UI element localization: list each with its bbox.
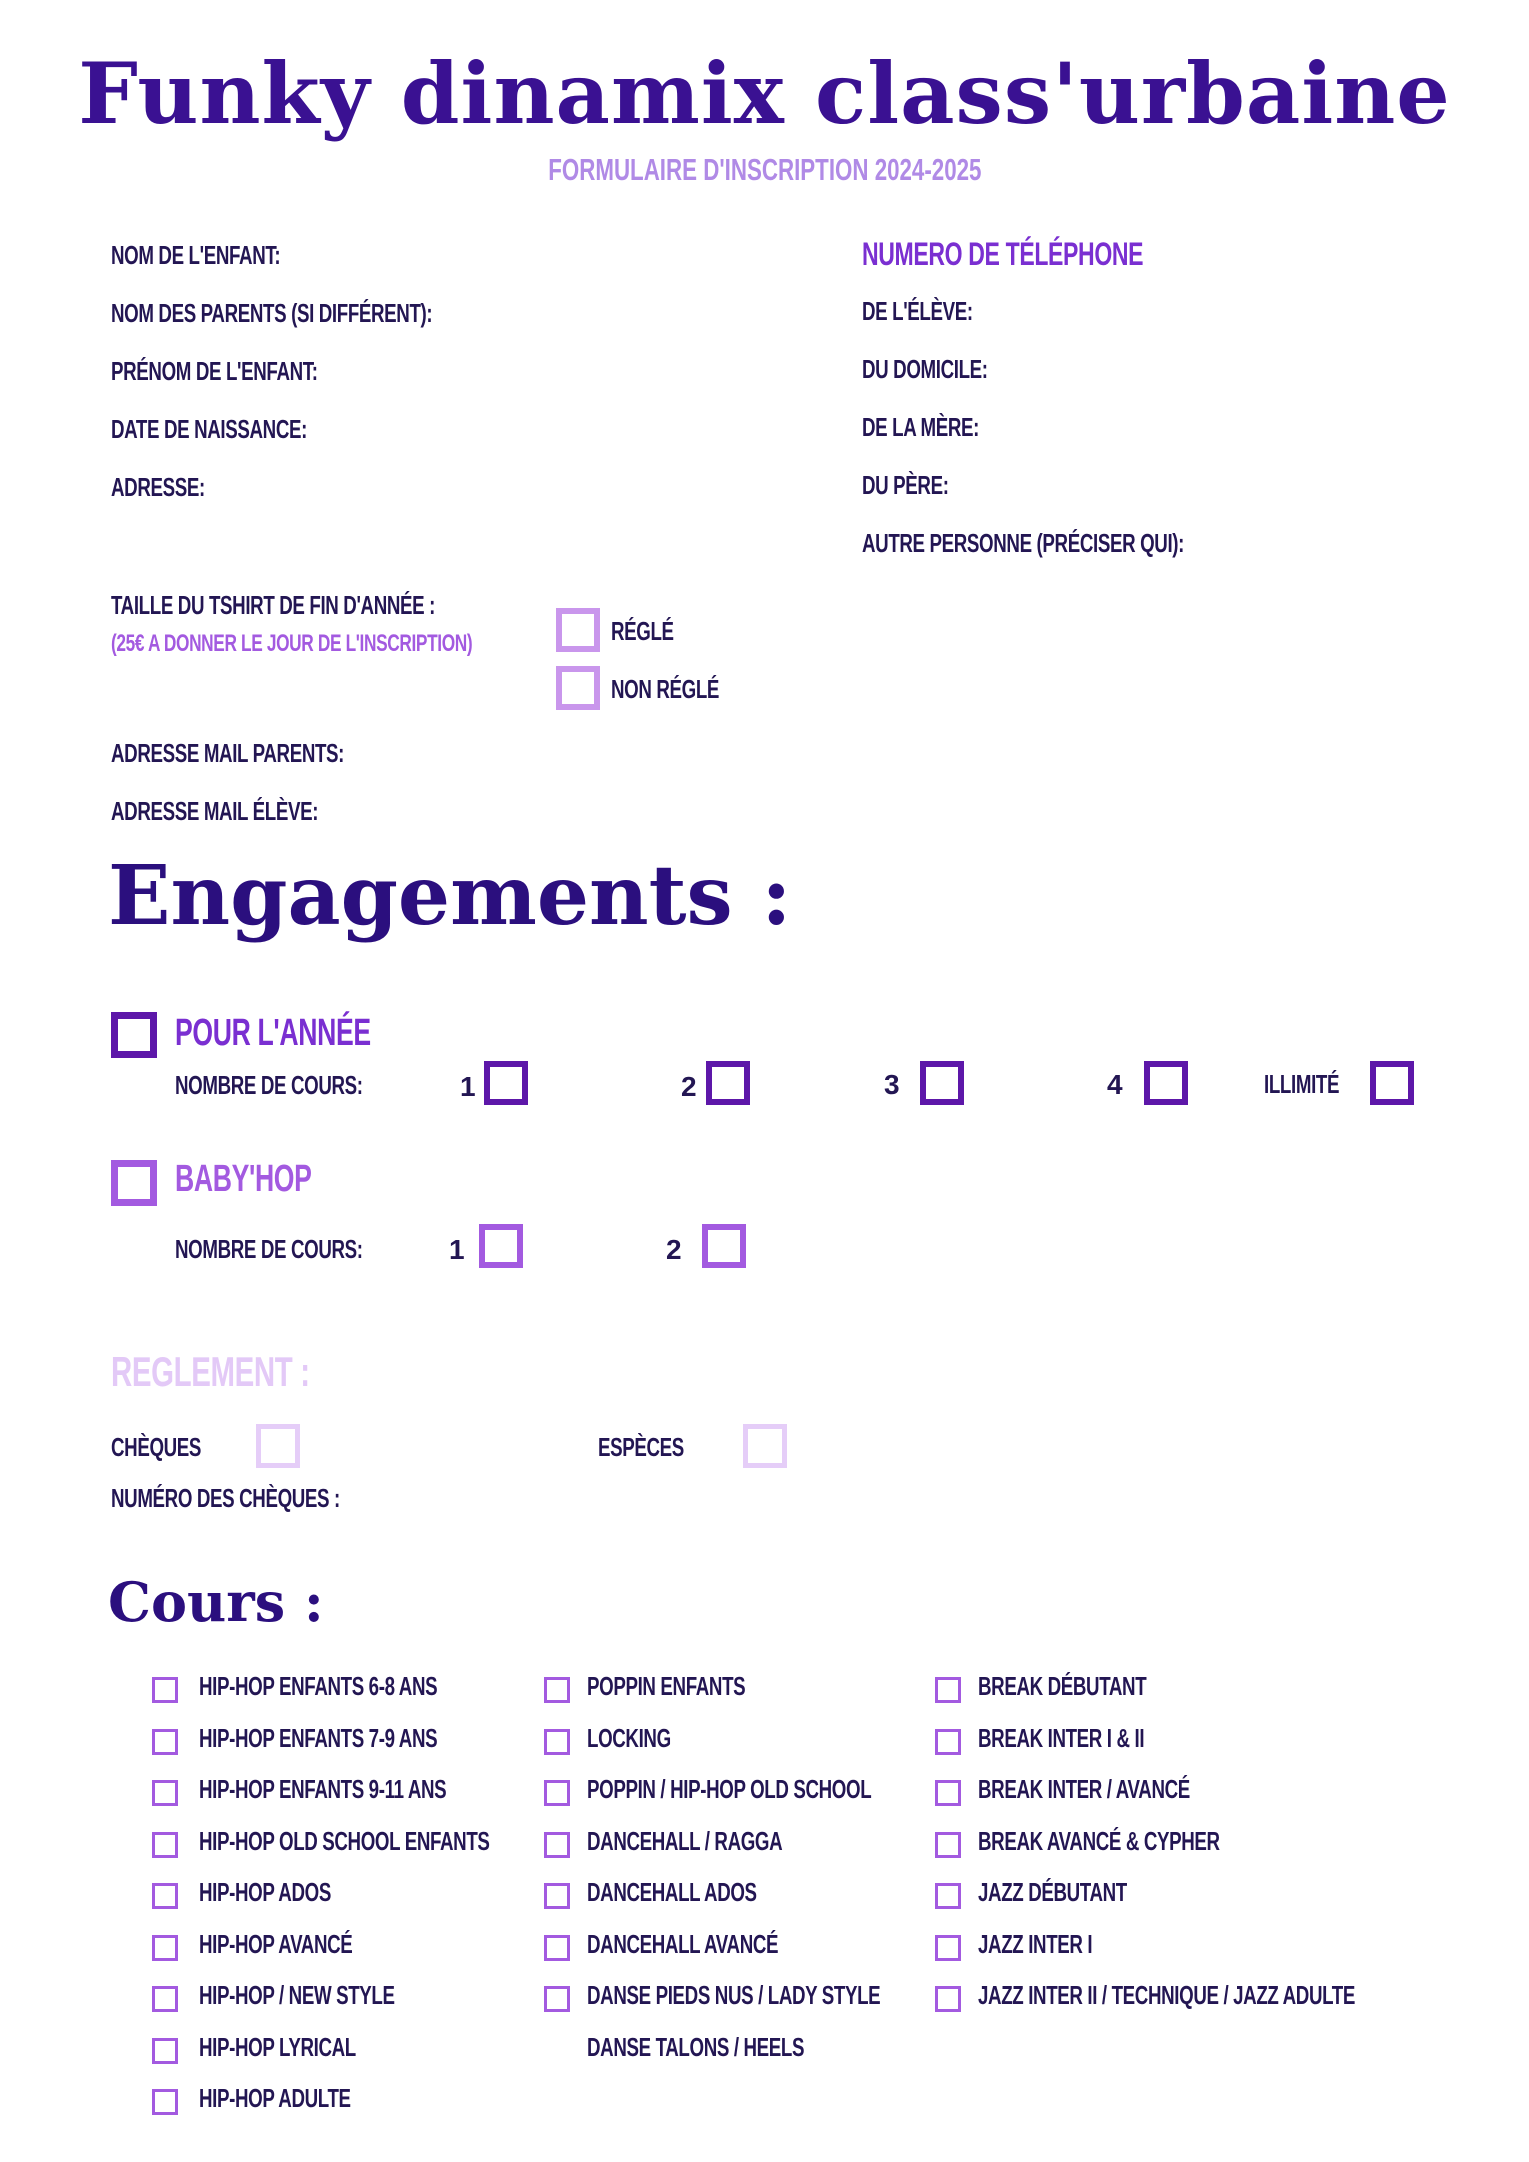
course-checkbox[interactable] [935,1935,961,1961]
phone-student-label: DE L'ÉLÈVE: [862,296,973,326]
phone-mother-label: DE LA MÈRE: [862,412,980,442]
course-checkbox[interactable] [152,1986,178,2012]
year-option-unlimited-checkbox[interactable] [1370,1061,1414,1105]
course-label: POPPIN ENFANTS [587,1671,746,1701]
unpaid-checkbox[interactable] [556,666,600,710]
course-label: BREAK INTER / AVANCÉ [978,1774,1190,1804]
course-checkbox[interactable] [152,1935,178,1961]
course-label: HIP-HOP ADOS [199,1877,331,1907]
course-label: BREAK DÉBUTANT [978,1671,1147,1701]
tshirt-note: (25€ A DONNER LE JOUR DE L'INSCRIPTION) [111,630,473,657]
course-label: HIP-HOP ENFANTS 7-9 ANS [199,1723,438,1753]
course-label: JAZZ DÉBUTANT [978,1877,1127,1907]
form-subtitle [0,152,1529,188]
courses-title: Cours : [108,1570,324,1634]
babyhop-option-1-checkbox[interactable] [479,1224,523,1268]
form-title: Funky dinamix class'urbaine [78,44,1451,143]
year-option-3-checkbox[interactable] [920,1061,964,1105]
form-subtitle-text: FORMULAIRE D'INSCRIPTION 2024-2025 [547,152,982,187]
student-email-label: ADRESSE MAIL ÉLÈVE: [111,796,319,826]
course-label: JAZZ INTER II / TECHNIQUE / JAZZ ADULTE [978,1980,1356,2010]
course-checkbox[interactable] [544,1729,570,1755]
phone-father-label: DU PÈRE: [862,470,949,500]
year-option-3-label: 3 [884,1069,900,1100]
year-option-4-label: 4 [1107,1069,1123,1100]
address-label: ADRESSE: [111,472,205,502]
course-checkbox[interactable] [152,1780,178,1806]
year-option-4-checkbox[interactable] [1144,1061,1188,1105]
course-label: LOCKING [587,1723,671,1753]
course-checkbox[interactable] [935,1780,961,1806]
year-label: POUR L'ANNÉE [175,1012,371,1054]
babyhop-label: BABY'HOP [175,1158,312,1200]
course-checkbox[interactable] [544,1935,570,1961]
course-label: BREAK INTER I & II [978,1723,1145,1753]
course-label: BREAK AVANCÉ & CYPHER [978,1826,1220,1856]
tshirt-size-label: TAILLE DU TSHIRT DE FIN D'ANNÉE : [111,590,435,620]
course-checkbox[interactable] [152,2038,178,2064]
paid-label: RÉGLÉ [611,616,674,646]
course-label: POPPIN / HIP-HOP OLD SCHOOL [587,1774,872,1804]
course-checkbox[interactable] [152,1883,178,1909]
phone-heading: NUMERO DE TÉLÉPHONE [862,236,1144,272]
course-label: DANSE TALONS / HEELS [587,2032,805,2062]
year-checkbox[interactable] [111,1012,157,1058]
course-checkbox[interactable] [544,1677,570,1703]
course-checkbox[interactable] [152,1729,178,1755]
birthdate-label: DATE DE NAISSANCE: [111,414,307,444]
course-label: DANSE PIEDS NUS / LADY STYLE [587,1980,881,2010]
course-checkbox[interactable] [152,1832,178,1858]
year-option-2-checkbox[interactable] [706,1061,750,1105]
unpaid-label: NON RÉGLÉ [611,674,720,704]
course-checkbox[interactable] [935,1729,961,1755]
course-checkbox[interactable] [544,1832,570,1858]
course-checkbox[interactable] [935,1832,961,1858]
course-label: DANCEHALL ADOS [587,1877,757,1907]
course-label: HIP-HOP OLD SCHOOL ENFANTS [199,1826,490,1856]
cash-checkbox[interactable] [743,1424,787,1468]
course-checkbox[interactable] [935,1677,961,1703]
course-label: DANCEHALL AVANCÉ [587,1929,779,1959]
course-label: HIP-HOP ENFANTS 6-8 ANS [199,1671,438,1701]
year-option-unlimited-label: ILLIMITÉ [1264,1069,1340,1099]
year-option-1-checkbox[interactable] [484,1061,528,1105]
cheques-label: CHÈQUES [111,1432,202,1462]
course-label: HIP-HOP / NEW STYLE [199,1980,395,2010]
phone-home-label: DU DOMICILE: [862,354,988,384]
course-checkbox[interactable] [544,1986,570,2012]
course-label: JAZZ INTER I [978,1929,1093,1959]
engagements-title: Engagements : [108,848,792,944]
babyhop-option-1-label: 1 [449,1234,465,1265]
course-checkbox[interactable] [544,1883,570,1909]
year-count-label: NOMBRE DE COURS: [175,1070,363,1100]
babyhop-checkbox[interactable] [111,1160,157,1206]
course-label: HIP-HOP LYRICAL [199,2032,356,2062]
cash-label: ESPÈCES [598,1432,684,1462]
cheques-checkbox[interactable] [256,1424,300,1468]
course-label: HIP-HOP ENFANTS 9-11 ANS [199,1774,447,1804]
parents-name-label: NOM DES PARENTS (SI DIFFÉRENT): [111,298,433,328]
child-lastname-label: NOM DE L'ENFANT: [111,240,281,270]
child-firstname-label: PRÉNOM DE L'ENFANT: [111,356,318,386]
year-option-2-label: 2 [681,1071,697,1102]
course-checkbox[interactable] [152,1677,178,1703]
course-checkbox[interactable] [152,2089,178,2115]
babyhop-count-label: NOMBRE DE COURS: [175,1234,363,1264]
year-option-1-label: 1 [460,1071,476,1102]
course-checkbox[interactable] [935,1883,961,1909]
babyhop-option-2-checkbox[interactable] [702,1224,746,1268]
course-checkbox[interactable] [935,1986,961,2012]
paid-checkbox[interactable] [556,608,600,652]
course-checkbox[interactable] [544,1780,570,1806]
babyhop-option-2-label: 2 [666,1234,682,1265]
course-label: HIP-HOP ADULTE [199,2083,351,2113]
course-label: HIP-HOP AVANCÉ [199,1929,353,1959]
payment-title: REGLEMENT : [111,1348,310,1395]
parents-email-label: ADRESSE MAIL PARENTS: [111,738,345,768]
phone-other-label: AUTRE PERSONNE (PRÉCISER QUI): [862,528,1185,558]
cheque-numbers-label: NUMÉRO DES CHÈQUES : [111,1483,340,1513]
course-label: DANCEHALL / RAGGA [587,1826,783,1856]
